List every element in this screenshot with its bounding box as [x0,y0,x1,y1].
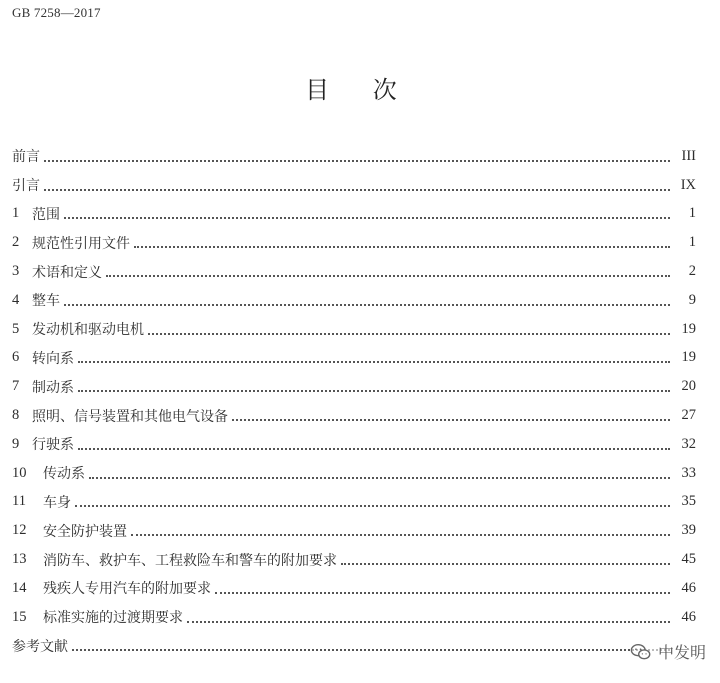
toc-entry-page: 45 [681,551,696,568]
toc-entry-number: 4 [12,291,20,308]
toc-entry-label: 范围 [32,206,60,223]
toc-entry-label: 参考文献 [12,638,68,655]
toc-leader-dots [131,533,670,536]
wechat-icon [630,641,652,663]
toc-entry-label: 术语和定义 [32,264,102,281]
toc-entry-label: 整车 [32,293,60,310]
toc-entry [12,430,696,459]
toc-entry-label: 发动机和驱动电机 [32,322,144,339]
toc-entry-page: 9 [688,291,696,308]
toc-leader-dots [232,418,670,421]
toc-entry [12,228,696,257]
toc-leader-dots [341,562,670,565]
toc-entry-page: III [681,147,696,164]
toc-entry-number: 10 [12,464,27,481]
toc-entry-page: 2 [688,263,696,280]
toc-entry [12,286,696,315]
toc-entry-page: 46 [681,579,696,596]
toc-entry [12,574,696,603]
toc-entry-label: 标准实施的过渡期要求 [43,610,183,627]
toc-leader-dots [134,245,670,248]
toc-entry-label: 引言 [12,178,40,195]
toc-entry-page: 39 [681,522,696,539]
toc-entry [12,603,696,632]
toc-entry [12,459,696,488]
toc-leader-dots [215,591,670,594]
toc-entry-label: 规范性引用文件 [32,235,130,252]
toc-entry-page: IX [680,176,696,193]
toc-entry [12,632,696,661]
watermark-text: 中发明 [657,643,706,662]
toc-entry-number: 14 [12,579,27,596]
toc-entry-number: 3 [12,263,20,280]
toc-entry-label: 安全防护装置 [43,523,127,540]
toc-entry [12,516,696,545]
toc-entry-page: 20 [681,378,696,395]
toc-leader-dots [78,389,670,392]
toc-entry-number: 13 [12,551,27,568]
toc-entry-number: 12 [12,522,27,539]
toc-leader-dots [106,274,670,277]
toc-entry-number: 9 [12,435,20,452]
toc-entry [12,257,696,286]
toc-entry [12,344,696,373]
toc-entry [12,200,696,229]
toc-entry-label: 行驶系 [32,437,74,454]
toc-entry [12,315,696,344]
toc-entry-number: 5 [12,320,20,337]
toc-entry-label: 残疾人专用汽车的附加要求 [43,581,211,598]
toc-leader-dots [44,188,670,191]
toc-entry-label: 车身 [43,494,71,511]
toc-entry-label: 传动系 [43,466,85,483]
toc-leader-dots [89,476,670,479]
toc-leader-dots [64,216,670,219]
toc-entry-page: 1 [688,234,696,251]
toc-entry-page: 35 [681,493,696,510]
toc-leader-dots [78,447,670,450]
toc-leader-dots [148,332,670,335]
toc-entry [12,545,696,574]
toc-entry-page: 27 [681,407,696,424]
toc-entry-page: 1 [688,205,696,222]
toc-entry-number: 2 [12,234,20,251]
toc-title: 目 次 [305,76,415,104]
toc-entry-label: 转向系 [32,350,74,367]
toc-entry-page: 19 [681,349,696,366]
toc-entry [12,142,696,171]
toc-leader-dots [187,620,670,623]
toc-entry-page: 33 [681,464,696,481]
toc-entry-label: 消防车、救护车、工程救险车和警车的附加要求 [43,552,337,569]
toc-entry-number: 1 [12,205,20,222]
toc-entry-label: 照明、信号装置和其他电气设备 [32,408,228,425]
toc-entry [12,372,696,401]
toc-entry-label: 前言 [12,149,40,166]
toc-entry-number: 15 [12,608,27,625]
toc-leader-dots [44,159,670,162]
toc-leader-dots [78,360,670,363]
toc-entry-number: 11 [12,493,26,510]
toc-leader-dots [72,648,670,651]
toc-entry [12,171,696,200]
standard-code: GB 7258—2017 [12,5,101,20]
toc-entry-page: 46 [681,608,696,625]
toc-entry-page: 32 [681,435,696,452]
toc-leader-dots [64,303,670,306]
toc-list [12,142,696,660]
toc-entry-number: 8 [12,407,20,424]
watermark [630,640,706,663]
toc-entry-number: 7 [12,378,20,395]
toc-entry [12,401,696,430]
toc-leader-dots [75,504,670,507]
toc-entry [12,488,696,517]
toc-entry-page: 19 [681,320,696,337]
toc-entry-number: 6 [12,349,20,366]
toc-entry-label: 制动系 [32,379,74,396]
